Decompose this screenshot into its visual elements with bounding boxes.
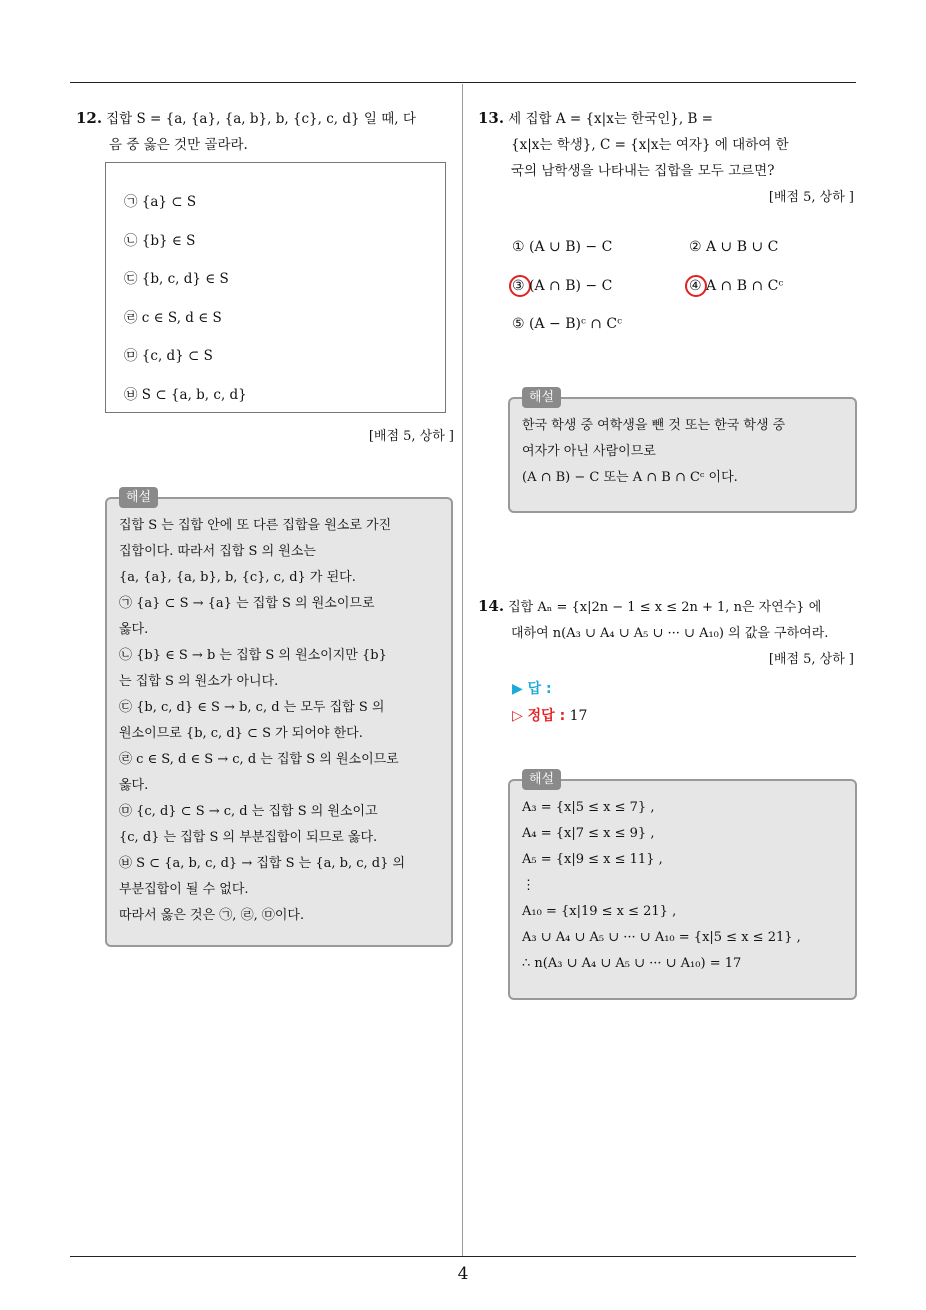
explanation-line: A₅ = {x|9 ≤ x ≤ 11} , (522, 852, 663, 867)
choice-5: ⑤ (A − B)ᶜ ∩ Cᶜ (512, 316, 622, 332)
option-item: ㉠ {a} ⊂ S (124, 194, 197, 210)
page-number: 4 (457, 1264, 469, 1284)
explanation-line: ㉤ {c, d} ⊂ S → c, d 는 집합 S 의 원소이고 (119, 804, 378, 819)
question-text: {x|x는 학생}, C = {x|x는 여자} 에 대하여 한 (511, 137, 789, 153)
answer-label: ▶ 답 : (512, 681, 552, 697)
explanation-line: 는 집합 S 의 원소가 아니다. (119, 674, 279, 689)
explanation-line: 부분집합이 될 수 없다. (119, 882, 249, 897)
bottom-rule (70, 1256, 856, 1257)
explanation-line: ㉢ {b, c, d} ∈ S → b, c, d 는 모두 집합 S 의 (119, 700, 385, 715)
score-label: [배점 5, 상하 ] (768, 190, 854, 205)
option-item: ㉣ c ∈ S, d ∈ S (124, 310, 222, 326)
explanation-line: ㉣ c ∈ S, d ∈ S → c, d 는 집합 S 의 원소이므로 (119, 752, 399, 767)
option-item: ㉥ S ⊂ {a, b, c, d} (124, 387, 247, 403)
explanation-line: A₃ ∪ A₄ ∪ A₅ ∪ ··· ∪ A₁₀ = {x|5 ≤ x ≤ 21} , (522, 930, 801, 945)
option-box (105, 162, 446, 413)
explanation-line: ㉠ {a} ⊂ S → {a} 는 집합 S 의 원소이므로 (119, 596, 375, 611)
question-number: 12. (76, 109, 103, 127)
option-item: ㉡ {b} ∈ S (124, 233, 196, 249)
choice-4: ④ A ∩ B ∩ Cᶜ (689, 278, 784, 294)
question-13 (478, 105, 856, 184)
choice-1: ① (A ∪ B) − C (512, 239, 613, 255)
correct-answer-label: ▷ 정답 : (512, 708, 566, 724)
explanation-line: 옳다. (119, 622, 149, 637)
question-12 (76, 105, 456, 158)
choice-2: ② A ∪ B ∪ C (689, 239, 779, 255)
question-14 (478, 593, 858, 647)
explanation-line: 집합이다. 따라서 집합 S 의 원소는 (119, 544, 316, 559)
score-label: [배점 5, 상하 ] (368, 429, 454, 444)
explanation-line: 한국 학생 중 여학생을 뺀 것 또는 한국 학생 중 (522, 418, 786, 433)
explanation-line: ∴ n(A₃ ∪ A₄ ∪ A₅ ∪ ··· ∪ A₁₀) = 17 (522, 956, 742, 971)
choice-3: ③ (A ∩ B) − C (512, 278, 613, 294)
column-divider (462, 84, 463, 1256)
explanation-line: A₄ = {x|7 ≤ x ≤ 9} , (522, 826, 655, 841)
option-item: ㉤ {c, d} ⊂ S (124, 348, 213, 364)
explanation-box (508, 390, 857, 513)
question-text: 국의 남학생을 나타내는 집합을 모두 고르면? (511, 163, 775, 179)
correct-answer-value: 17 (569, 708, 588, 724)
explanation-line: 집합 S 는 집합 안에 또 다른 집합을 원소로 가진 (119, 518, 392, 533)
explanation-line: 따라서 옳은 것은 ㉠, ㉣, ㉤이다. (119, 908, 305, 923)
question-text: 대하여 n(A₃ ∪ A₄ ∪ A₅ ∪ ··· ∪ A₁₀) 의 값을 구하여라. (511, 626, 829, 641)
explanation-tag: 해설 (119, 487, 158, 508)
explanation-line: ㉡ {b} ∈ S → b 는 집합 S 의 원소이지만 {b} (119, 648, 387, 663)
question-text: 집합 S = {a, {a}, {a, b}, b, {c}, c, d} 일 때, 다 (106, 111, 416, 127)
explanation-line: ㉥ S ⊂ {a, b, c, d} → 집합 S 는 {a, b, c, d} 의 (119, 856, 406, 871)
question-number: 14. (478, 597, 505, 615)
option-item: ㉢ {b, c, d} ∈ S (124, 271, 229, 287)
explanation-box (105, 490, 453, 947)
explanation-tag: 해설 (522, 769, 561, 790)
explanation-line: 여자가 아닌 사람이므로 (522, 444, 656, 459)
question-number: 13. (478, 109, 505, 127)
explanation-line: 원소이므로 {b, c, d} ⊂ S 가 되어야 한다. (119, 726, 363, 741)
explanation-tag: 해설 (522, 387, 561, 408)
score-label: [배점 5, 상하 ] (768, 652, 854, 667)
question-text: 집합 Aₙ = {x|2n − 1 ≤ x ≤ 2n + 1, n은 자연수} 에 (508, 600, 822, 615)
explanation-line: {c, d} 는 집합 S 의 부분집합이 되므로 옳다. (119, 830, 378, 845)
explanation-line: A₃ = {x|5 ≤ x ≤ 7} , (522, 800, 655, 815)
question-text: 세 집합 A = {x|x는 한국인}, B = (508, 111, 713, 127)
explanation-line: (A ∩ B) − C 또는 A ∩ B ∩ Cᶜ 이다. (522, 470, 738, 485)
explanation-line: 옳다. (119, 778, 149, 793)
question-text: 음 중 옳은 것만 골라라. (109, 137, 248, 153)
explanation-line: A₁₀ = {x|19 ≤ x ≤ 21} , (522, 904, 677, 919)
correct-answer (512, 705, 587, 725)
explanation-box (508, 772, 857, 1000)
top-rule (70, 82, 856, 83)
explanation-line: ⋮ (522, 878, 535, 893)
explanation-line: {a, {a}, {a, b}, b, {c}, c, d} 가 된다. (119, 570, 356, 585)
